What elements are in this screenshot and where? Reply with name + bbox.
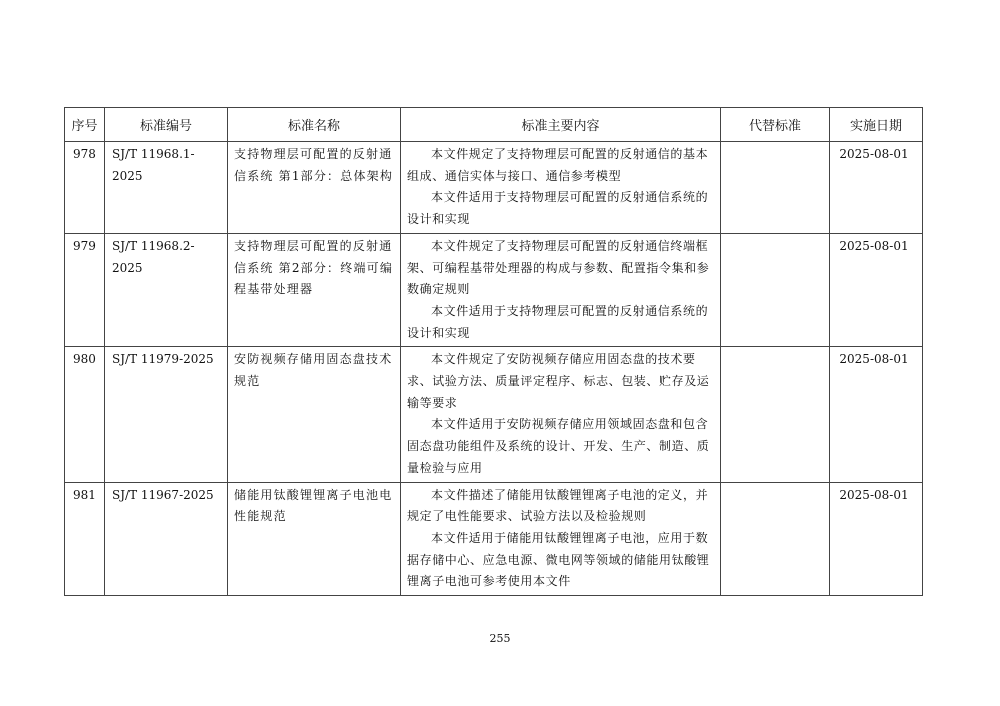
table-row (65, 142, 923, 234)
row-no: 979 (73, 238, 96, 253)
row-replaces (721, 142, 829, 146)
header-code: 标准编号 (105, 108, 228, 142)
table-row (65, 347, 923, 482)
row-code: SJ/T 11979-2025 (112, 352, 214, 367)
row-code: SJ/T 11967-2025 (112, 487, 214, 502)
row-date: 2025-08-01 (839, 238, 909, 253)
content-paragraph: 本文件描述了储能用钛酸锂锂离子电池的定义，并规定了电性能要求、试验方法以及检验规则 (407, 487, 709, 524)
content-paragraph: 本文件适用于储能用钛酸锂锂离子电池，应用于数据存储中心、应急电源、微电网等领域的储能用钛酸锂锂离子电池可参考使用本文件 (407, 530, 710, 589)
content-paragraph: 本文件规定了支持物理层可配置的反射通信终端框架、可编程基带处理器的构成与参数、配置指令集和参数确定规则 (407, 238, 710, 297)
header-replaces: 代替标准 (721, 108, 830, 142)
content-paragraph: 本文件规定了安防视频存储应用固态盘的技术要求、试验方法、质量评定程序、标志、包装、贮存及运输等要求 (407, 352, 710, 410)
table-row (65, 482, 923, 596)
table-header-row (65, 108, 923, 142)
standards-table (64, 107, 923, 596)
row-date: 2025-08-01 (839, 352, 909, 367)
content-paragraph: 本文件适用于支持物理层可配置的反射通信系统的设计和实现 (407, 303, 709, 340)
row-replaces (721, 234, 829, 238)
content-paragraph: 本文件规定了支持物理层可配置的反射通信的基本组成、通信实体与接口、通信参考模型 (407, 147, 709, 183)
table-row (65, 233, 923, 347)
row-content (401, 483, 720, 596)
row-name: 储能用钛酸锂锂离子电池电性能规范 (234, 487, 393, 524)
row-name: 安防视频存储用固态盘技术规范 (234, 352, 393, 389)
row-date: 2025-08-01 (839, 147, 909, 161)
header-date: 实施日期 (830, 108, 923, 142)
content-paragraph: 本文件适用于支持物理层可配置的反射通信系统的设计和实现 (407, 190, 709, 227)
row-content (401, 142, 720, 233)
row-code: SJ/T 11968.1-2025 (112, 147, 195, 183)
row-name: 支持物理层可配置的反射通信系统 第2部分：终端可编程基带处理器 (234, 238, 394, 297)
row-content (401, 234, 720, 347)
row-content (401, 347, 720, 481)
content-paragraph: 本文件适用于安防视频存储应用领域固态盘和包含固态盘功能组件及系统的设计、开发、生产、制造、质量检验与应用 (407, 417, 710, 475)
header-content: 标准主要内容 (401, 108, 721, 142)
row-replaces (721, 483, 829, 487)
row-no: 981 (73, 487, 96, 502)
row-no: 978 (73, 147, 96, 161)
row-no: 980 (73, 352, 96, 367)
page-number: 255 (489, 632, 511, 645)
row-name: 支持物理层可配置的反射通信系统 第1部分：总体架构 (234, 147, 394, 183)
header-name: 标准名称 (228, 108, 401, 142)
row-code: SJ/T 11968.2-2025 (112, 238, 195, 275)
row-replaces (721, 347, 829, 351)
row-date: 2025-08-01 (839, 487, 909, 502)
header-no: 序号 (65, 108, 105, 142)
